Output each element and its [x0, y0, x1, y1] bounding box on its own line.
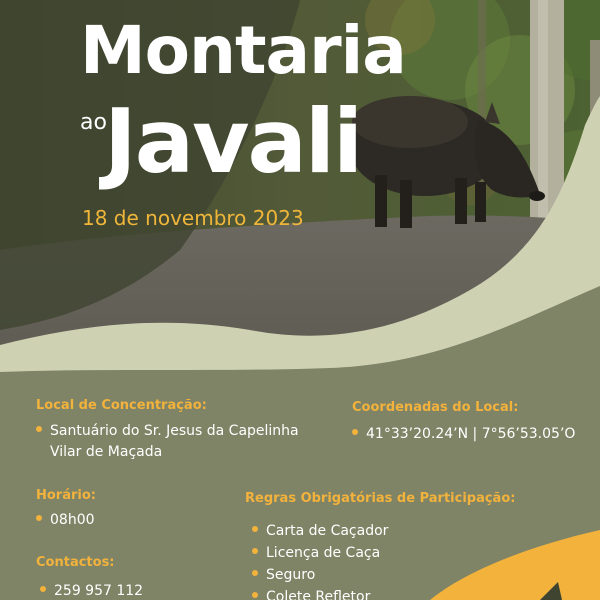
title-line-2: Javali [104, 90, 362, 193]
coordinates-text: 41°33’20.24’N | 7°56’53.05’O [366, 426, 576, 442]
contact-phone-text: 259 957 112 [54, 583, 144, 599]
local-line-2: Vilar de Maçada [50, 444, 163, 460]
corner-accent-shape [400, 530, 600, 600]
bullet-icon [36, 515, 42, 521]
rules-item [252, 565, 315, 585]
rules-item [252, 587, 370, 600]
title-connector: ao [80, 110, 107, 135]
local-line-1-text: Santuário do Sr. Jesus da Capelinha [50, 423, 299, 439]
bullet-icon [40, 586, 46, 592]
bullet-icon [36, 426, 42, 432]
rules-item [252, 521, 388, 541]
bullet-icon [252, 548, 258, 554]
bullet-icon [252, 526, 258, 532]
coordinates-label: Coordenadas do Local: [352, 400, 519, 415]
bullet-icon [252, 592, 258, 598]
bullet-icon [252, 570, 258, 576]
bullet-icon [352, 429, 358, 435]
local-label: Local de Concentração: [36, 398, 207, 413]
contact-phone [40, 581, 143, 600]
rules-item-text: Licença de Caça [266, 545, 381, 561]
event-date: 18 de novembro 2023 [82, 206, 304, 230]
rules-item-text: Seguro [266, 567, 316, 583]
rules-item-text: Carta de Caçador [266, 523, 389, 539]
contacts-label: Contactos: [36, 555, 115, 570]
title-line-1: Montaria [80, 12, 406, 89]
coordinates-value [352, 424, 575, 444]
schedule-label: Horário: [36, 488, 96, 503]
local-line-1 [36, 421, 299, 441]
rules-item-text: Colete Refletor [266, 589, 371, 600]
schedule-text: 08h00 [50, 512, 95, 528]
rules-item [252, 543, 380, 563]
schedule-value [36, 510, 95, 530]
rules-label: Regras Obrigatórias de Participação: [245, 491, 516, 506]
